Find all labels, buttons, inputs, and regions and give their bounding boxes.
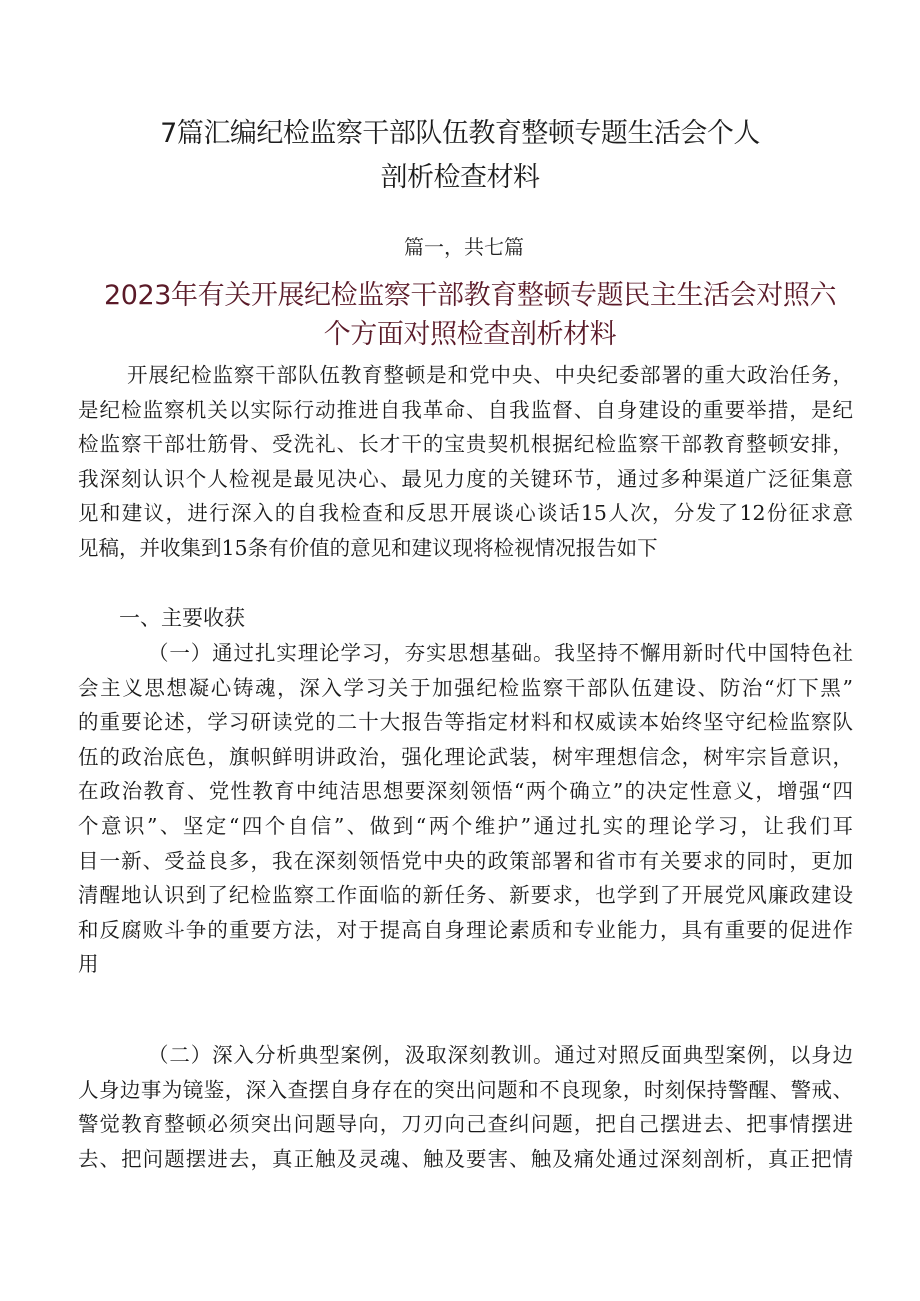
section-heading: 一、主要收获 <box>119 606 245 630</box>
paragraph-line: 会主义思想凝心铸魂，深入学习关于加强纪检监察干部队伍建设、防治“灯下黑” <box>78 675 853 700</box>
paragraph-line: （二）深入分析典型案例，汲取深刻教训。通过对照反面典型案例，以身边 <box>148 1043 853 1067</box>
article-title <box>60 276 880 354</box>
paragraph-line: （一）通过扎实理论学习，夯实思想基础。我坚持不懈用新时代中国特色社 <box>148 641 853 665</box>
paragraph-line: 和反腐败斗争的重要方法，对于提高自身理论素质和专业能力，具有重要的促进作 <box>78 917 853 942</box>
paragraph-line: 在政治教育、党性教育中纯洁思想要深刻领悟“两个确立”的决定性意义，增强“四 <box>78 779 853 804</box>
article-title-line: 个方面对照检查剖析材料 <box>323 319 617 350</box>
article-title-line: 2023年有关开展纪检监察干部教育整顿专题民主生活会对照六 <box>103 280 837 311</box>
paragraph-line: 个意识”、坚定“四个自信”、做到“两个维护”通过扎实的理论学习，让我们耳 <box>78 813 853 838</box>
paragraph-line: 目一新、受益良多，我在深刻领悟党中央的政策部署和省市有关要求的同时，更加 <box>78 848 853 873</box>
paragraph-line: 去、把问题摆进去，真正触及灵魂、触及要害、触及痛处通过深刻剖析，真正把情 <box>78 1146 853 1171</box>
paragraph-line: 警觉教育整顿必须突出问题导向，刀刃向己查纠问题，把自己摆进去、把事情摆进 <box>78 1112 853 1137</box>
paragraph-line: 用 <box>78 952 99 977</box>
paragraph-line: 开展纪检监察干部队伍教育整顿是和党中央、中央纪委部署的重大政治任务， <box>127 363 853 387</box>
document-title <box>0 114 920 198</box>
paragraph-line: 清醒地认识到了纪检监察工作面临的新任务、新要求，也学到了开展党风廉政建设 <box>78 883 853 908</box>
document-title-line: 7篇汇编纪检监察干部队伍教育整顿专题生活会个人 <box>160 118 760 149</box>
part-label: 篇一，共七篇 <box>404 235 524 259</box>
paragraph-line: 是纪检监察机关以实际行动推进自我革命、自我监督、自身建设的重要举措，是纪 <box>78 397 853 422</box>
paragraph-theory-study <box>78 636 853 982</box>
paragraph-line: 人身边事为镜鉴，深入查摆自身存在的突出问题和不良现象，时刻保持警醒、警戒、 <box>78 1077 853 1102</box>
paragraph-line: 伍的政治底色，旗帜鲜明讲政治，强化理论武装，树牢理想信念，树牢宗旨意识， <box>78 744 853 769</box>
paragraph-case-analysis <box>78 1038 853 1176</box>
paragraph-line: 见和建议，进行深入的自我检查和反思开展谈心谈话15人次，分发了12份征求意 <box>78 501 853 526</box>
paragraph-line: 的重要论述，学习研读党的二十大报告等指定材料和权威读本始终坚守纪检监察队 <box>78 710 853 735</box>
paragraph-line: 我深刻认识个人检视是最见决心、最见力度的关键环节，通过多种渠道广泛征集意 <box>78 466 853 491</box>
intro-paragraph <box>78 358 853 566</box>
paragraph-line: 见稿，并收集到15条有价值的意见和建议现将检视情况报告如下 <box>78 535 658 560</box>
document-title-line: 剖析检查材料 <box>380 162 540 193</box>
paragraph-line: 检监察干部壮筋骨、受洗礼、长才干的宝贵契机根据纪检监察干部教育整顿安排， <box>78 432 853 457</box>
